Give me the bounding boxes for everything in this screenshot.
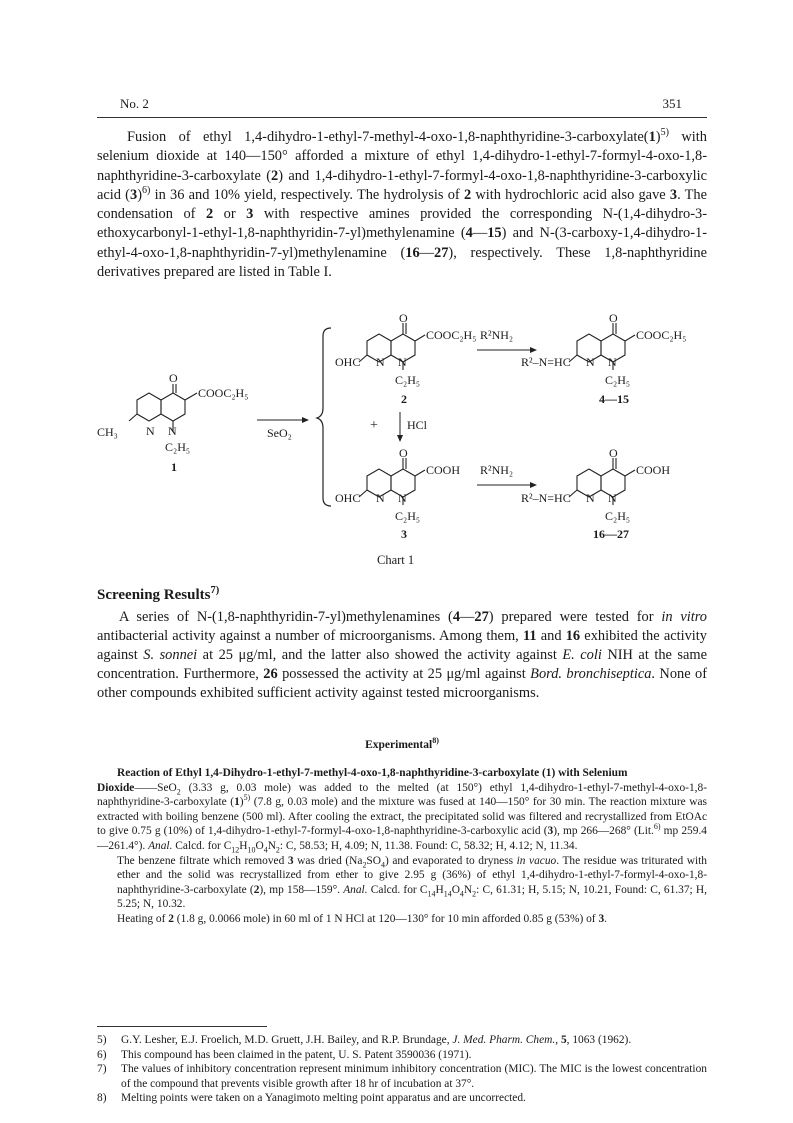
plus-sign: + bbox=[370, 418, 378, 433]
page-header bbox=[120, 96, 682, 116]
compound-1-label: 1 bbox=[171, 460, 177, 474]
footnote-6: 6) This compound has been claimed in the patent, U. S. Patent 3590036 (1971). bbox=[97, 1048, 472, 1061]
compound-3-structure bbox=[359, 458, 425, 505]
experimental-title: Experimental$^{8)}$ bbox=[365, 736, 439, 751]
compound-3-label: 3 bbox=[401, 527, 407, 541]
chart-caption: Chart 1 bbox=[377, 553, 415, 567]
experimental-body bbox=[97, 766, 707, 927]
compound-1-ethyl: C₂H₅ bbox=[165, 440, 191, 454]
compound-3-ethyl: C₂H₅ bbox=[395, 509, 421, 523]
seo2-reagent: SeO₂ bbox=[267, 426, 292, 440]
compound-1-methyl: CH₃ bbox=[97, 425, 118, 439]
screening-results-title: Screening Results$^{7)}$ bbox=[97, 585, 220, 603]
compound-4-15-imine: R²–N=HC bbox=[521, 355, 571, 369]
compound-3-n8: N bbox=[398, 491, 407, 505]
compound-4-15-structure bbox=[569, 323, 635, 370]
experimental-heading-line: Reaction of Ethyl 1,4-Dihydro-1-ethyl-7-methyl-4-oxo-1,8-naphthyridine-3-carboxylate (1) with Selenium bbox=[117, 767, 628, 779]
footnote-7: 7) The values of inhibitory concentration represent minimum inhibitory concentration (MIC). The MIC is the lowest concentration of the compound that prevents visible growth after 18 hr of incubation at 37°. bbox=[97, 1063, 707, 1090]
amine-reagent-bottom: R²NH₂ bbox=[480, 463, 514, 477]
compound-4-15-oxo: O bbox=[609, 311, 618, 325]
compound-4-15-ester: COOC₂H₅ bbox=[636, 328, 687, 342]
compound-1-ester: COOC₂H₅ bbox=[198, 386, 249, 400]
compound-4-15-n8: N bbox=[608, 355, 617, 369]
compound-1-oxo: O bbox=[169, 371, 178, 385]
compound-1-n1: N bbox=[146, 424, 155, 438]
intro-paragraph: Fusion of ethyl $1,4-dihydro-1-ethyl-7-methyl-4-oxo-1,8-naphthyridine-3-carboxylate(1)^{5)}$ with selenium dioxide at 140—150° afforded a mixture of ethyl 1,4-dihydro-1-ethyl-7-formyl-4-oxo-1,8-naphthyridine-3-carboxylate (2) and 1,4-dihydro-1-ethyl-7-formyl-4-oxo-1,8-naphthyridine-3-carboxylic acid $(3)^{6)}$ in 36 and 10% yield, respectively. The hydrolysis of 2 with hydrochloric acid also gave 3. The condensation of 2 or 3 with respective amines provided the corresponding N-(1,4-dihydro-3-ethoxycarbonyl-1-ethyl-1,8-naphthyridin-7-yl)methylenamine (4—15) and N-(3-carboxy-1,4-dihydro-1-ethyl-4-oxo-1,8-naphthyridin-7-yl)methylenamine (16—27), respectively. These 1,8-naphthyridine derivatives prepared are listed in Table I. bbox=[97, 127, 708, 281]
compound-3-n1: N bbox=[376, 491, 385, 505]
compound-1-structure bbox=[129, 384, 197, 432]
issue-number: No. 2 bbox=[120, 96, 149, 111]
compound-2-oxo: O bbox=[399, 311, 408, 325]
amine-arrowhead-top bbox=[530, 347, 537, 353]
amine-reagent-top: R²NH₂ bbox=[480, 328, 514, 342]
footnote-5: 5) G.Y. Lesher, E.J. Froelich, M.D. Gruett, J.H. Bailey, and R.P. Brundage, J. Med. Pharm. Chem., 5, 1063 (1962). bbox=[97, 1034, 632, 1046]
footnote-rule bbox=[97, 1026, 267, 1027]
compound-2-n1: N bbox=[376, 355, 385, 369]
experimental-paragraph-3: Heating of 2 (1.8 g, 0.0066 mole) in 60 ml of 1 N HCl at 120—130° for 10 min afforded 0.85 g (53%) of 3. bbox=[117, 912, 607, 925]
experimental-paragraph-1: Dioxide——SeO$_2$ (3.33 g, 0.03 mole) was added to the melted (at 150°) ethyl 1,4-dihydro-1-ethyl-7-methyl-4-oxo-1,8-naphthyridine-3-carboxylate $(1)^{5)}$ (7.8 g, 0.03 mole) and the mixture was fused at 140—150° for 30 min. The reaction mixture was extracted with boiling benzene (500 ml). After cooling the extract, the precipitated solid was filtered and recrystallized from EtOAc to give 0.75 g (10%) of 1,4-dihydro-1-ethyl-7-formyl-4-oxo-1,8-naphthyridine-3-carboxylic acid (3), mp 266—268° (Lit.$^{6)}$ mp 259.4—261.4°). Anal. Calcd. for $C_{12}H_{10}O_4N_2$: C, 58.53; H, 4.09; N, 11.38. Found: C, 58.32; H, 4.12; N, 11.34. bbox=[97, 781, 707, 855]
compound-2-ethyl: C₂H₅ bbox=[395, 373, 421, 387]
chart-1-scheme bbox=[97, 308, 707, 578]
hcl-arrowhead bbox=[397, 435, 403, 442]
page-number: 351 bbox=[662, 96, 682, 111]
experimental-paragraph-2: The benzene filtrate which removed 3 was dried $(Na_2SO_4)$ and evaporated to dryness in vacuo. The residue was triturated with ether and the solid was recrystallized from ether to give 2.95 g (36%) of ethyl 1,4-dihydro-1-ethyl-7-formyl-4-oxo-1,8-naphthyridine-3-carboxylate (2), mp 158—159°. Anal. Calcd. for $C_{14}H_{14}O_4N_2$: C, 61.31; H, 5.15; N, 10.21, Found: C, 61.37; H, 5.25; N, 10.32. bbox=[117, 854, 707, 911]
compound-16-27-imine: R²–N=HC bbox=[521, 491, 571, 505]
screening-results-paragraph: A series of N-(1,8-naphthyridin-7-yl)methylenamines (4—27) prepared were tested for in vitro antibacterial activity against a number of microorganisms. Among them, 11 and 16 exhibited the activity against S. sonnei at 25 μg/ml, and the latter also showed the activity against E. coli NIH at the same concentration. Furthermore, 26 possessed the activity at 25 μg/ml against Bord. bronchiseptica. None of other compounds exhibited sufficient activity against tested microorganisms. bbox=[97, 609, 708, 701]
scheme-brace bbox=[317, 328, 331, 506]
compound-16-27-structure bbox=[569, 458, 635, 505]
hcl-reagent: HCl bbox=[407, 418, 428, 432]
footnotes bbox=[97, 1033, 707, 1106]
compound-2-n8: N bbox=[398, 355, 407, 369]
compound-3-formyl: OHC bbox=[335, 491, 361, 505]
compound-4-15-ethyl: C₂H₅ bbox=[605, 373, 631, 387]
compound-4-15-label: 4—15 bbox=[599, 392, 629, 406]
compound-16-27-label: 16—27 bbox=[593, 527, 629, 541]
compound-16-27-oxo: O bbox=[609, 446, 618, 460]
compound-3-oxo: O bbox=[399, 446, 408, 460]
seo2-arrowhead bbox=[302, 417, 309, 423]
compound-16-27-n8: N bbox=[608, 491, 617, 505]
compound-1-n8: N bbox=[168, 424, 177, 438]
compound-2-label: 2 bbox=[401, 392, 407, 406]
compound-2-formyl: OHC bbox=[335, 355, 361, 369]
reaction-scheme bbox=[97, 308, 707, 578]
amine-arrowhead-bottom bbox=[530, 482, 537, 488]
compound-2-ester: COOC₂H₅ bbox=[426, 328, 477, 342]
header-rule bbox=[97, 117, 707, 118]
compound-2-structure bbox=[359, 323, 425, 370]
compound-3-acid: COOH bbox=[426, 463, 461, 477]
compound-4-15-n1: N bbox=[586, 355, 595, 369]
compound-16-27-n1: N bbox=[586, 491, 595, 505]
compound-16-27-acid: COOH bbox=[636, 463, 671, 477]
compound-16-27-ethyl: C₂H₅ bbox=[605, 509, 631, 523]
footnote-8: 8) Melting points were taken on a Yanagimoto melting point apparatus and are uncorrected. bbox=[97, 1092, 526, 1104]
